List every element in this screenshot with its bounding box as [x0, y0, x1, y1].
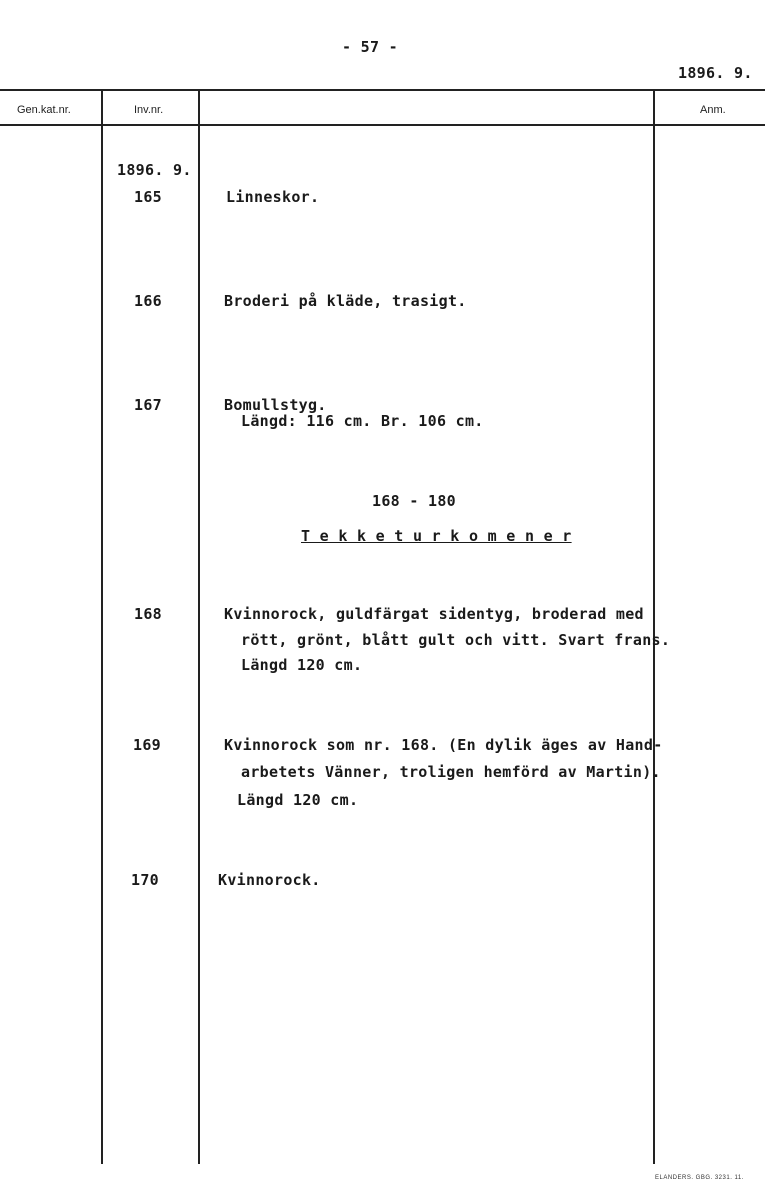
section-range: 168 - 180: [372, 492, 456, 510]
inv-number: 168: [134, 605, 162, 623]
column-divider-anm: [653, 89, 655, 1164]
inv-number: 167: [134, 396, 162, 414]
entry-text: Längd 120 cm.: [237, 791, 359, 809]
entry-text: rött, grönt, blått gult och vitt. Svart frans.: [241, 631, 671, 649]
column-divider-inv: [198, 89, 200, 1164]
inv-number: 170: [131, 871, 159, 889]
page-number: - 57 -: [342, 38, 398, 56]
block-year: 1896. 9.: [117, 161, 192, 179]
entry-text: Kvinnorock som nr. 168. (En dylik äges av Hand-: [224, 736, 663, 754]
inv-number: 165: [134, 188, 162, 206]
entry-text: Broderi på kläde, trasigt.: [224, 292, 467, 310]
header-bottom-rule: [0, 124, 765, 126]
entry-text: Linneskor.: [226, 188, 320, 206]
inv-number: 166: [134, 292, 162, 310]
inv-number: 169: [133, 736, 161, 754]
entry-text: arbetets Vänner, troligen hemförd av Martin).: [241, 763, 661, 781]
column-divider-genkat: [101, 89, 103, 1164]
entry-text: Längd 120 cm.: [241, 656, 363, 674]
column-header-inv: Inv.nr.: [134, 104, 164, 116]
header-top-rule: [0, 89, 765, 91]
section-title: T e k k e t u r k o m e n e r: [301, 527, 572, 545]
entry-text: Kvinnorock, guldfärgat sidentyg, broderad med: [224, 605, 644, 623]
entry-text: Längd: 116 cm. Br. 106 cm.: [241, 412, 484, 430]
printer-mark: ELANDERS. GBG. 3231. 11.: [655, 1175, 744, 1181]
column-header-genkat: Gen.kat.nr.: [17, 104, 71, 116]
column-header-anm: Anm.: [700, 104, 726, 116]
entry-text: Kvinnorock.: [218, 871, 321, 889]
entry-text: Bomullstyg.: [224, 396, 327, 414]
page-reference: 1896. 9.: [678, 64, 753, 82]
